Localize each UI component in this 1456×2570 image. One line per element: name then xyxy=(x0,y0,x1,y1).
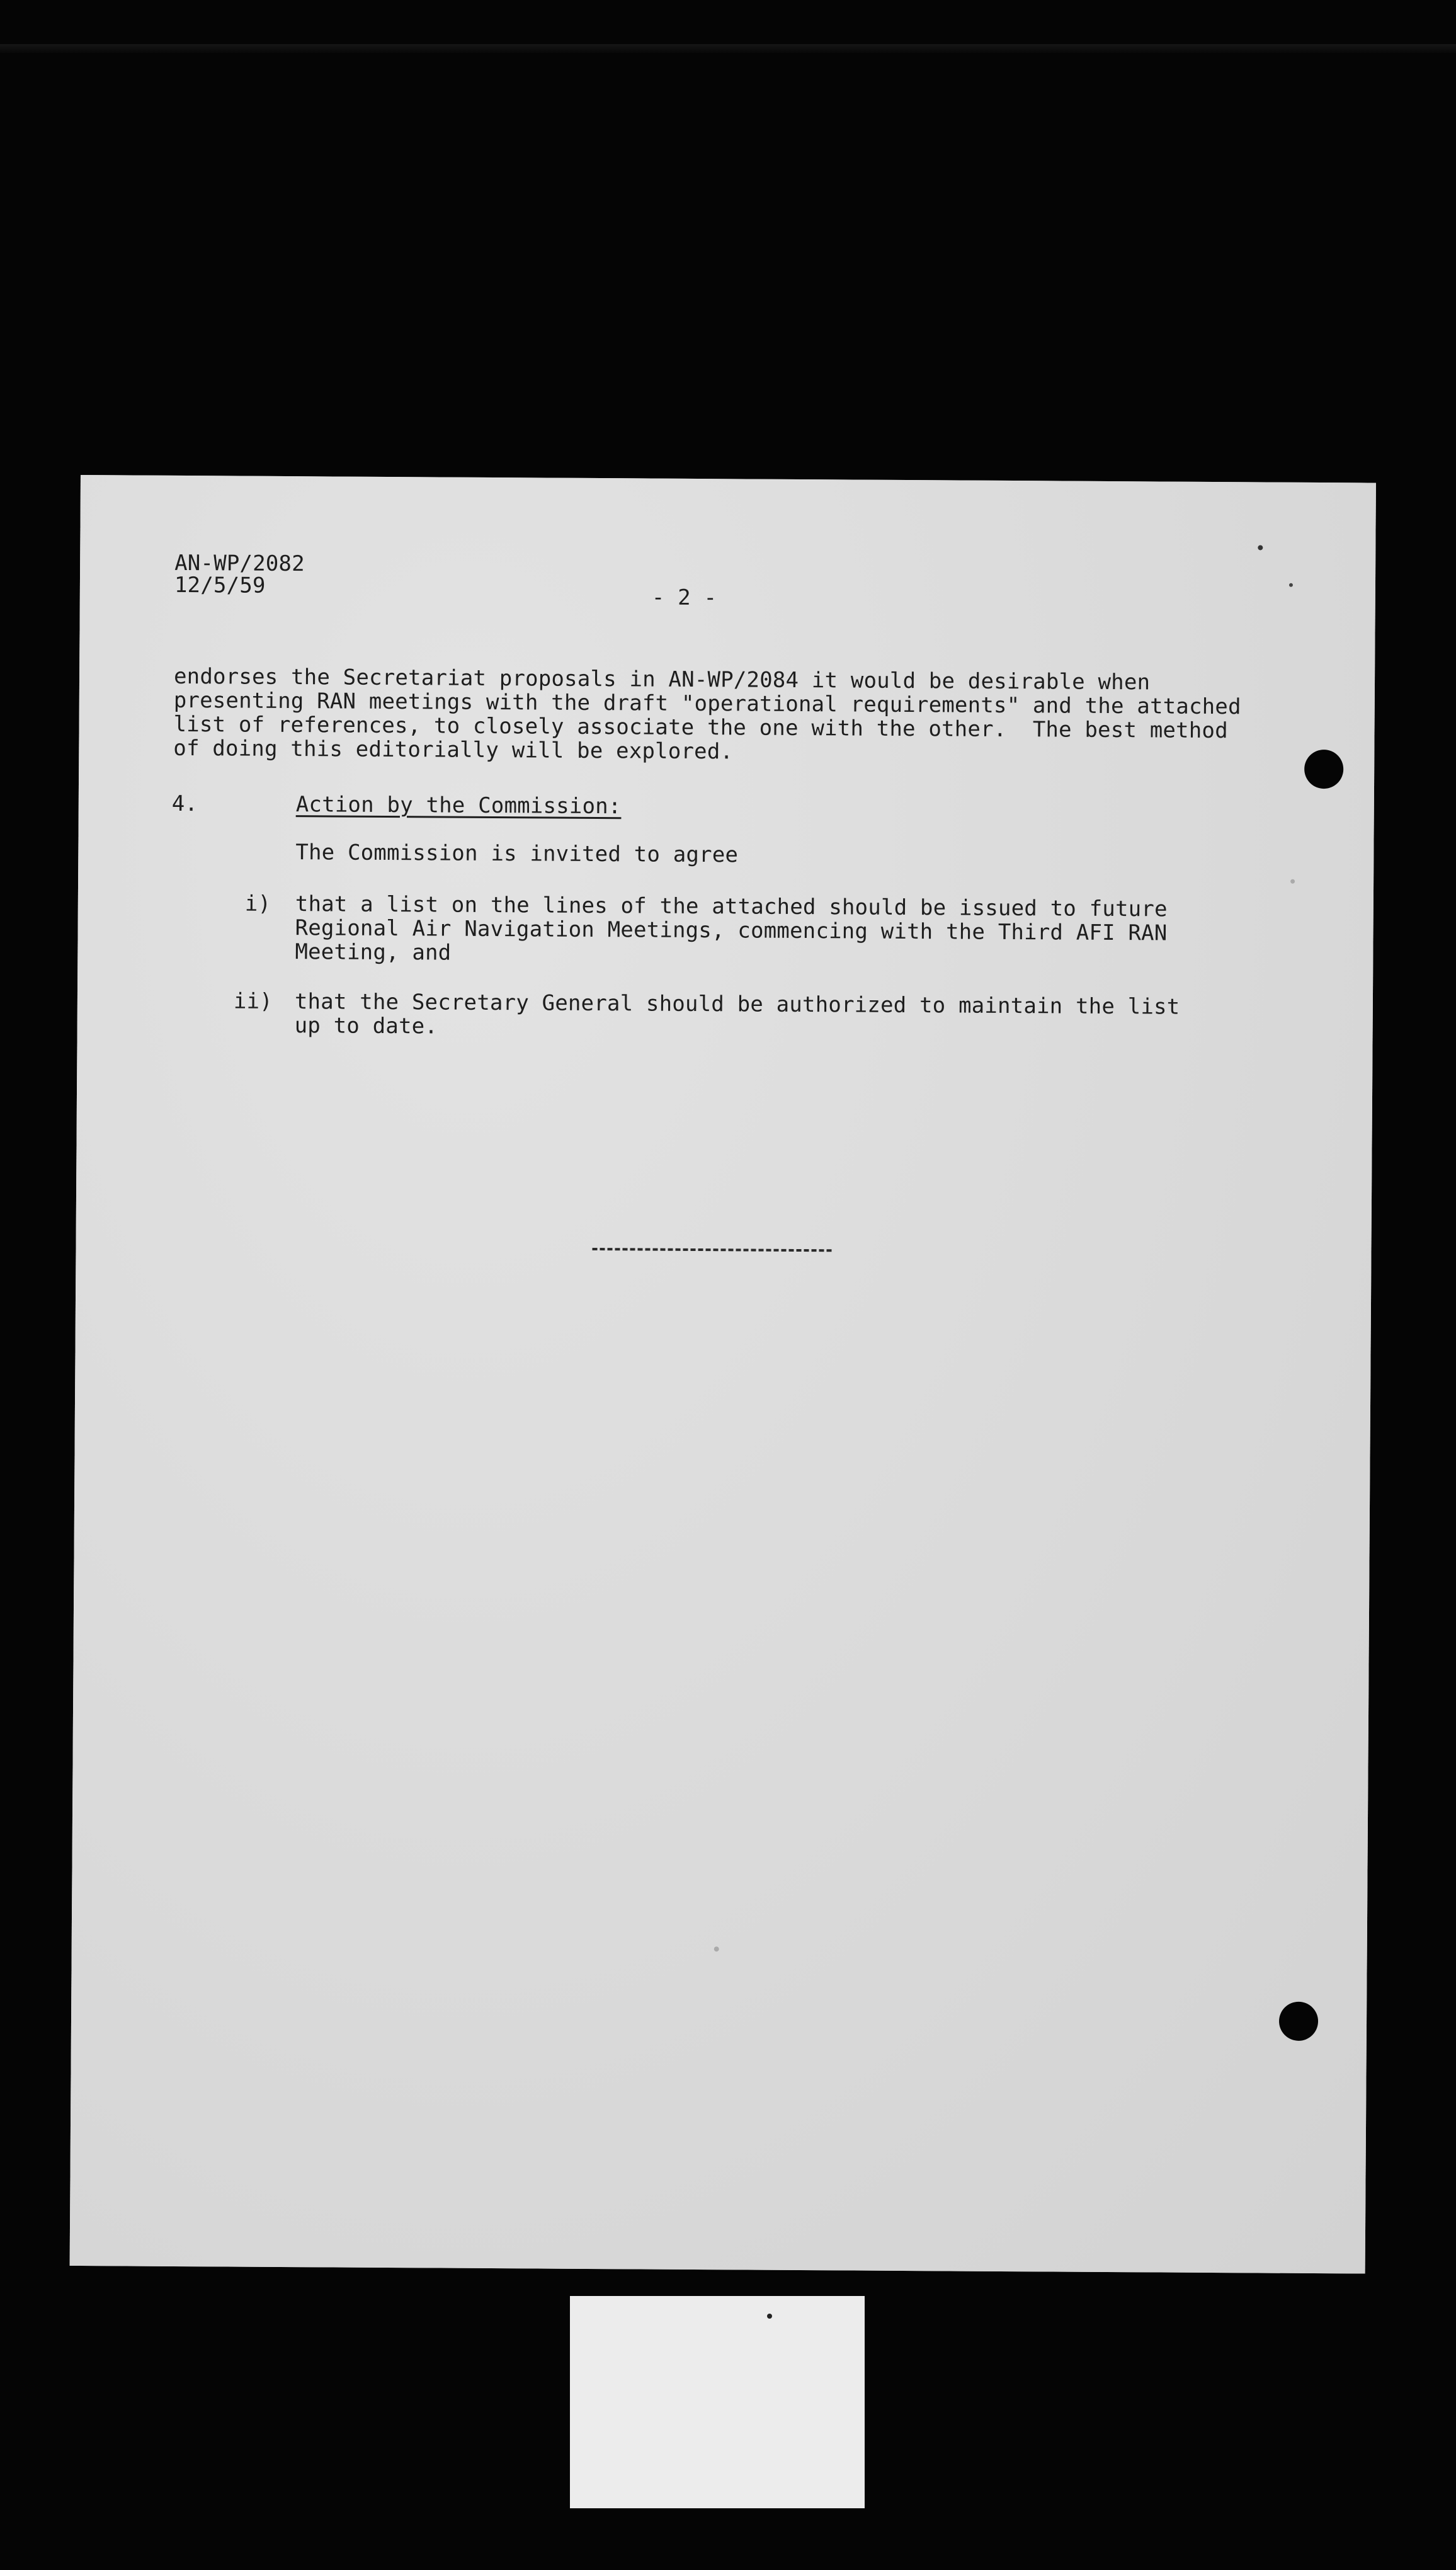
punch-hole xyxy=(1279,2002,1318,2041)
list-item-line: that the Secretary General should be authorized to maintain the list xyxy=(294,989,1180,1020)
paragraph-line: presenting RAN meetings with the draft "operational requirements" and the attached xyxy=(173,687,1241,720)
punch-hole xyxy=(1304,750,1343,789)
section-heading: Action by the Commission: xyxy=(295,792,622,820)
list-item-line: up to date. xyxy=(294,1013,438,1039)
paper-speck xyxy=(1258,545,1263,550)
page-number: - 2 - xyxy=(651,585,717,611)
paragraph-line: endorses the Secretariat proposals in AN-WP/2084 it would be desirable when xyxy=(173,663,1151,695)
section-intro: The Commission is invited to agree xyxy=(295,840,739,868)
list-item-line: Regional Air Navigation Meetings, commencing with the Third AFI RAN xyxy=(295,915,1168,946)
paragraph-line: of doing this editorially will be explored. xyxy=(173,735,734,765)
paper-speck xyxy=(1289,583,1293,587)
list-item-line: Meeting, and xyxy=(295,939,452,966)
film-edge xyxy=(0,44,1456,53)
paragraph-line: list of references, to closely associate the one with the other. The best method xyxy=(173,711,1228,744)
document-date: 12/5/59 xyxy=(174,572,266,598)
document-reference: AN-WP/2082 xyxy=(174,550,305,577)
document-page xyxy=(70,475,1376,2274)
section-number: 4. xyxy=(171,791,198,817)
list-item-marker: i) xyxy=(244,891,271,917)
target-card xyxy=(570,2296,865,2508)
paper-speck xyxy=(1290,879,1295,884)
list-item-marker: ii) xyxy=(233,988,273,1014)
card-speck xyxy=(767,2314,772,2319)
paper-speck xyxy=(714,1946,719,1951)
end-rule xyxy=(592,1248,831,1252)
list-item-line: that a list on the lines of the attached should be issued to future xyxy=(295,891,1168,922)
